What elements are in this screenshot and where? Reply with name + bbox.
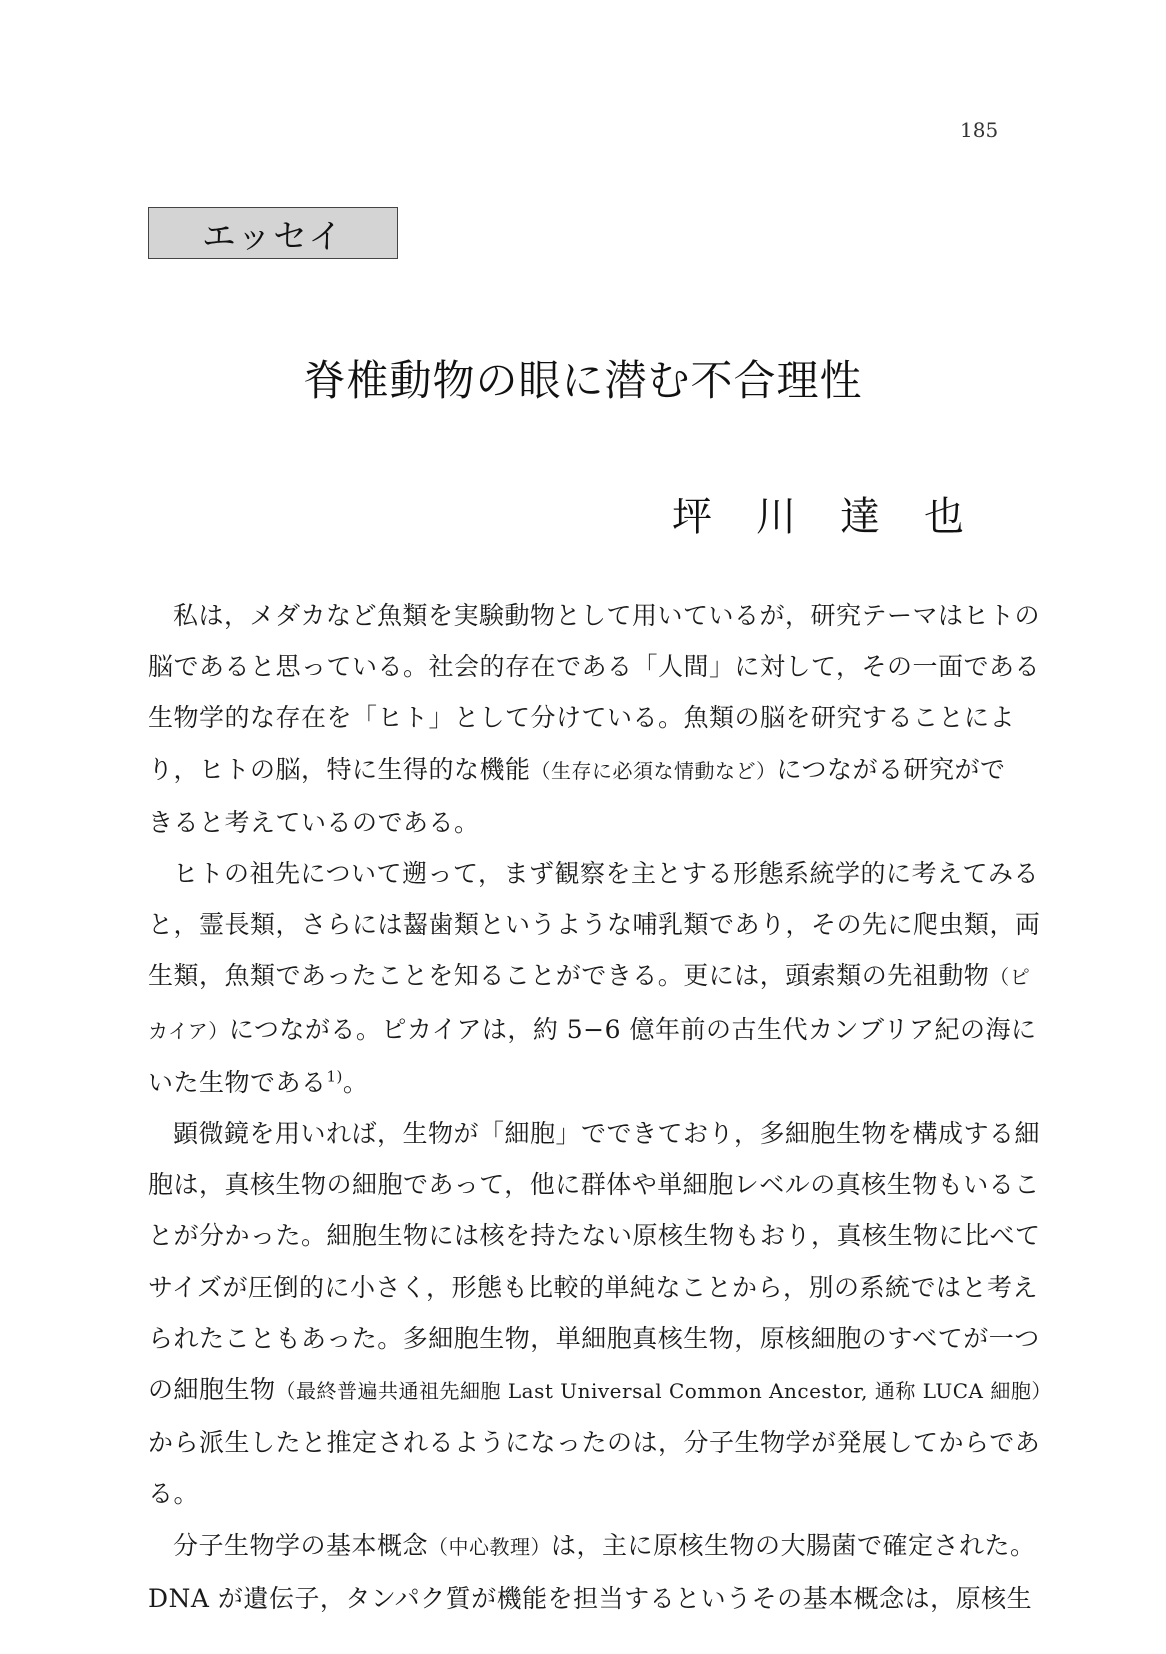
text-line [148, 1108, 1041, 1159]
author-char: 川 [756, 494, 796, 540]
text-segment: につながる研究がで [776, 754, 1006, 784]
text-segment: 胞は，真核生物の細胞であって，他に群体や単細胞レベルの真核生物もいるこ [148, 1170, 1040, 1200]
paragraph [148, 1108, 1052, 1520]
article-title: 脊椎動物の眼に潜む不合理性 [303, 356, 863, 405]
text-line [148, 1468, 1024, 1519]
text-line [148, 899, 1041, 950]
text-segment: につながる。ピカイアは，約 5−6 億年前の古生代カンブリア紀の海に [228, 1014, 1037, 1044]
paragraph [148, 590, 1041, 848]
text-line [148, 590, 1041, 641]
text-line [148, 1159, 1040, 1210]
text-segment: から派生したと推定されるようになったのは，分子生物学が発展してからであ [148, 1428, 1041, 1458]
text-segment: は，主に原核生物の大腸菌で確定された。 [551, 1530, 1036, 1560]
author-name [672, 485, 964, 542]
parenthetical-note: カイア） [148, 1018, 229, 1043]
text-segment: る。 [148, 1479, 200, 1509]
text-line [148, 1520, 1036, 1573]
text-line [148, 744, 1024, 797]
parenthetical-note: （最終普遍共通祖先細胞 Last Universal Common Ancestor, 通称 LUCA 細胞） [275, 1379, 1052, 1404]
text-line [148, 1057, 1024, 1108]
author-char: 達 [840, 494, 880, 540]
text-segment: きると考えているのである。 [148, 807, 480, 837]
parenthetical-note: （中心教理） [428, 1534, 552, 1559]
text-line [148, 1313, 1040, 1364]
text-segment: 生類，魚類であったことを知ることができる。更には，頭索類の先祖動物 [148, 961, 990, 991]
text-line [148, 950, 1031, 1003]
text-line [148, 1004, 1037, 1057]
author-char: 坪 [672, 494, 712, 540]
text-line [148, 1417, 1041, 1468]
text-segment: と，霊長類，さらには齧歯類というような哺乳類であり，その先に爬虫類，両 [148, 910, 1041, 940]
text-segment: 私は，メダカなど魚類を実験動物として用いているが，研究テーマはヒトの [173, 601, 1041, 630]
page-number: 185 [960, 118, 999, 142]
text-segment: ヒトの祖先について遡って，まず観察を主とする形態系統学的に考えてみる [173, 859, 1040, 889]
text-line [148, 692, 1024, 743]
text-segment: サイズが圧倒的に小さく，形態も比較的単純なことから，別の系統ではと考え [148, 1272, 1039, 1302]
text-segment: 脳であると思っている。社会的存在である「人間」に対して，その一面である [148, 652, 1041, 682]
section-label: エッセイ [148, 207, 398, 259]
parenthetical-note: （生存に必須な情動など） [530, 758, 777, 783]
text-segment: られたこともあった。多細胞生物，単細胞真核生物，原核細胞のすべてが一つ [148, 1323, 1040, 1353]
text-line [148, 797, 1024, 848]
text-line [148, 848, 1040, 899]
text-segment: り，ヒトの脳，特に生得的な機能 [148, 754, 531, 784]
text-line [148, 1364, 1052, 1417]
text-segment: 。 [342, 1067, 369, 1097]
text-segment: いた生物である [148, 1067, 327, 1097]
parenthetical-note: （ピ [989, 965, 1031, 990]
text-line [148, 1210, 1041, 1261]
text-line [148, 1262, 1039, 1313]
article-body [148, 590, 1052, 1624]
text-line [148, 641, 1041, 692]
author-char: 也 [924, 494, 964, 540]
text-segment: 顕微鏡を用いれば，生物が「細胞」でできており，多細胞生物を構成する細 [173, 1119, 1041, 1149]
text-segment: 分子生物学の基本概念 [173, 1530, 429, 1560]
reference-superscript: 1) [326, 1067, 343, 1086]
text-segment: 生物学的な存在を「ヒト」として分けている。魚類の脳を研究することによ [148, 703, 1016, 733]
text-segment: DNA が遺伝子，タンパク質が機能を担当するというその基本概念は，原核生 [148, 1583, 1033, 1613]
paragraph [148, 1520, 1036, 1624]
text-segment: とが分かった。細胞生物には核を持たない原核生物もおり，真核生物に比べて [148, 1221, 1041, 1251]
text-segment: の細胞生物 [148, 1375, 276, 1405]
paragraph [148, 848, 1041, 1108]
text-line [148, 1573, 1033, 1624]
